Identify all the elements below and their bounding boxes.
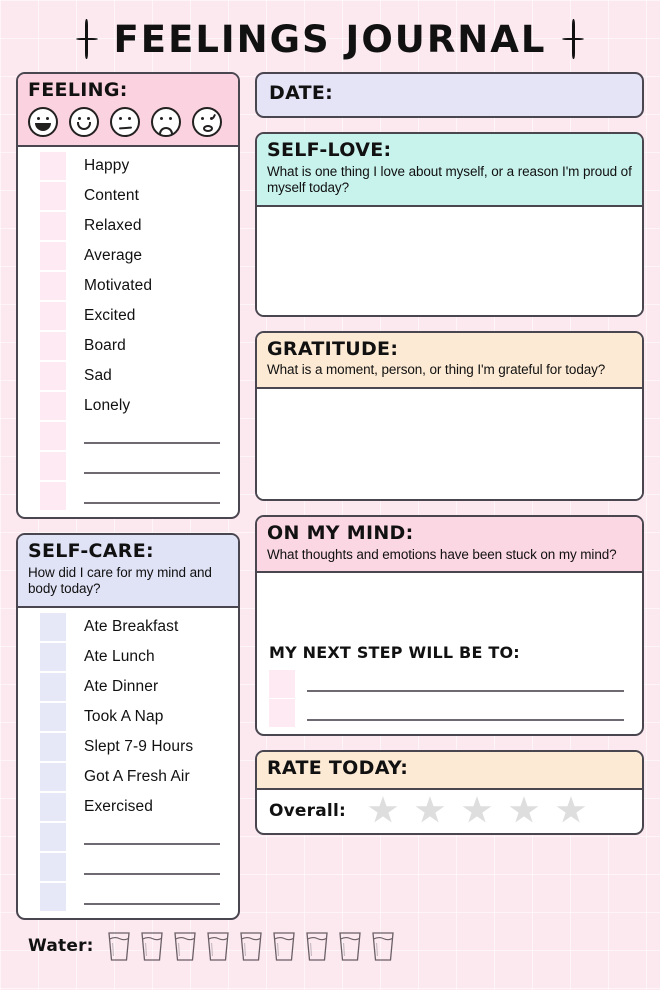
checkbox[interactable] — [40, 272, 66, 300]
list-item-label: Excited — [84, 306, 136, 324]
checkbox[interactable] — [40, 212, 66, 240]
rate-today-heading: RATE TODAY: — [267, 757, 409, 780]
water-glass-icon[interactable] — [172, 930, 198, 962]
write-in-line[interactable] — [84, 858, 220, 875]
list-item-label: Ate Lunch — [84, 647, 155, 665]
checkbox[interactable] — [40, 703, 66, 731]
list-item-label: Board — [84, 336, 126, 354]
checkbox[interactable] — [40, 643, 66, 671]
list-item-label: Took A Nap — [84, 707, 164, 725]
list-item[interactable] — [18, 391, 238, 421]
list-item[interactable] — [18, 702, 238, 732]
list-item[interactable] — [18, 241, 238, 271]
rate-today-header — [257, 752, 642, 790]
on-my-mind-prompt: What thoughts and emotions have been stuck on my mind? — [267, 546, 617, 562]
date-label: DATE: — [269, 82, 334, 104]
list-item-blank[interactable] — [18, 451, 238, 481]
checkbox[interactable] — [40, 242, 66, 270]
next-step-label: MY NEXT STEP WILL BE TO: — [269, 643, 520, 663]
checkbox[interactable] — [269, 670, 295, 698]
list-item-blank[interactable] — [18, 882, 238, 912]
face-neutral-icon[interactable] — [110, 107, 140, 137]
date-field[interactable] — [255, 72, 644, 118]
on-my-mind-body — [257, 573, 642, 734]
list-item[interactable] — [18, 732, 238, 762]
list-item-blank[interactable] — [18, 421, 238, 451]
overall-label: Overall: — [269, 800, 346, 821]
gratitude-answer-area[interactable] — [257, 389, 642, 499]
page-title: FEELINGS JOURNAL — [113, 17, 547, 61]
sparkle-cross-icon — [76, 19, 98, 59]
checkbox[interactable] — [40, 182, 66, 210]
star-icon[interactable] — [415, 796, 445, 825]
page-header — [0, 0, 660, 72]
water-glass-icon[interactable] — [370, 930, 396, 962]
on-my-mind-answer-area[interactable] — [257, 573, 642, 643]
list-item-blank[interactable] — [18, 481, 238, 511]
list-item[interactable] — [18, 181, 238, 211]
list-item[interactable] — [18, 361, 238, 391]
checkbox[interactable] — [40, 482, 66, 510]
mood-face-scale — [28, 107, 228, 137]
on-my-mind-header — [257, 517, 642, 573]
list-item-label: Lonely — [84, 396, 131, 414]
checkbox[interactable] — [40, 332, 66, 360]
checkbox[interactable] — [40, 673, 66, 701]
sparkle-cross-icon — [562, 19, 584, 59]
list-item[interactable] — [18, 642, 238, 672]
write-in-line[interactable] — [307, 675, 624, 692]
checkbox[interactable] — [40, 793, 66, 821]
checkbox[interactable] — [40, 452, 66, 480]
checkbox[interactable] — [40, 392, 66, 420]
self-care-header — [18, 535, 238, 608]
on-my-mind-heading: ON MY MIND: — [267, 521, 414, 544]
checkbox[interactable] — [40, 823, 66, 851]
journal-sheet — [0, 72, 660, 920]
star-icon[interactable] — [368, 796, 398, 825]
face-distressed-icon[interactable] — [192, 107, 222, 137]
left-column — [16, 72, 240, 920]
water-glass-icon[interactable] — [238, 930, 264, 962]
self-care-card — [16, 533, 240, 920]
self-love-heading: SELF-LOVE: — [267, 138, 392, 161]
star-rating[interactable] — [368, 796, 586, 825]
list-item[interactable] — [18, 271, 238, 301]
checkbox[interactable] — [40, 853, 66, 881]
water-label: Water: — [28, 935, 94, 956]
list-item-label: Motivated — [84, 276, 153, 294]
on-my-mind-card — [255, 515, 644, 736]
overall-rating-row — [257, 790, 642, 833]
list-item[interactable] — [18, 331, 238, 361]
water-glass-icon[interactable] — [337, 930, 363, 962]
checkbox[interactable] — [40, 362, 66, 390]
list-item[interactable] — [18, 151, 238, 181]
list-item-label: Relaxed — [84, 216, 142, 234]
face-sad-icon[interactable] — [151, 107, 181, 137]
list-item-label: Content — [84, 186, 139, 204]
gratitude-prompt: What is a moment, person, or thing I'm grateful for today? — [267, 362, 606, 378]
write-in-line[interactable] — [84, 888, 220, 905]
write-in-line[interactable] — [84, 427, 220, 444]
list-item-label: Slept 7-9 Hours — [84, 737, 194, 755]
water-glass-icon[interactable] — [106, 930, 132, 962]
self-care-prompt: How did I care for my mind and body today? — [28, 564, 212, 597]
list-item[interactable] — [18, 612, 238, 642]
list-item[interactable] — [18, 762, 238, 792]
write-in-line[interactable] — [84, 487, 220, 504]
self-care-heading: SELF-CARE: — [28, 539, 154, 562]
water-glass-icon[interactable] — [205, 930, 231, 962]
right-column — [255, 72, 644, 920]
checkbox[interactable] — [40, 733, 66, 761]
face-happy-icon[interactable] — [69, 107, 99, 137]
self-love-header — [257, 134, 642, 207]
gratitude-card — [255, 331, 644, 501]
self-love-answer-area[interactable] — [257, 207, 642, 315]
rate-today-card — [255, 750, 644, 835]
self-care-checklist — [18, 608, 238, 918]
list-item-label: Exercised — [84, 797, 153, 815]
checkbox[interactable] — [40, 302, 66, 330]
list-item-blank[interactable] — [257, 698, 642, 727]
list-item-label: Sad — [84, 366, 112, 384]
star-icon[interactable] — [556, 796, 586, 825]
feeling-heading: FEELING: — [28, 79, 128, 101]
list-item-label: Got A Fresh Air — [84, 767, 190, 785]
feeling-card — [16, 72, 240, 519]
checkbox[interactable] — [40, 152, 66, 180]
checkbox[interactable] — [40, 422, 66, 450]
checkbox[interactable] — [40, 613, 66, 641]
checkbox[interactable] — [40, 763, 66, 791]
list-item-blank[interactable] — [18, 822, 238, 852]
checkbox[interactable] — [40, 883, 66, 911]
list-item-label: Average — [84, 246, 143, 264]
list-item[interactable] — [18, 301, 238, 331]
list-item-label: Happy — [84, 156, 130, 174]
list-item-label: Ate Breakfast — [84, 617, 179, 635]
feeling-checklist — [18, 147, 238, 517]
water-glass-icon[interactable] — [304, 930, 330, 962]
water-glass-icon[interactable] — [139, 930, 165, 962]
write-in-line[interactable] — [307, 704, 624, 721]
list-item[interactable] — [18, 792, 238, 822]
next-step-rows — [257, 669, 642, 734]
list-item[interactable] — [18, 672, 238, 702]
list-item-blank[interactable] — [18, 852, 238, 882]
water-tracker — [0, 920, 660, 962]
star-icon[interactable] — [509, 796, 539, 825]
list-item-label: Ate Dinner — [84, 677, 159, 695]
self-love-card — [255, 132, 644, 317]
write-in-line[interactable] — [84, 828, 220, 845]
list-item[interactable] — [18, 211, 238, 241]
checkbox[interactable] — [269, 699, 295, 727]
face-very-happy-icon[interactable] — [28, 107, 58, 137]
water-glass-icon[interactable] — [271, 930, 297, 962]
water-glasses — [106, 930, 396, 962]
gratitude-header — [257, 333, 642, 389]
list-item-blank[interactable] — [257, 669, 642, 698]
self-love-prompt: What is one thing I love about myself, or a reason I'm proud of myself today? — [267, 163, 632, 196]
feeling-header — [18, 74, 238, 147]
star-icon[interactable] — [462, 796, 492, 825]
write-in-line[interactable] — [84, 457, 220, 474]
gratitude-heading: GRATITUDE: — [267, 337, 399, 360]
